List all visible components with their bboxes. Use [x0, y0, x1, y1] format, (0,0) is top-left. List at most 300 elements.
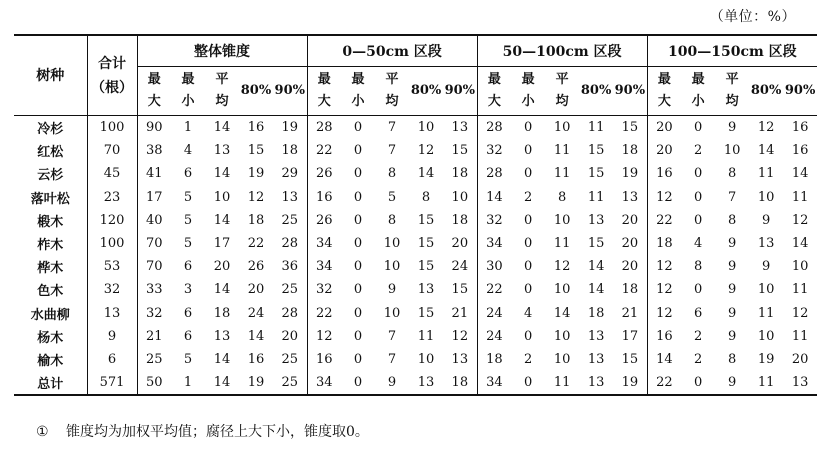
table-row [14, 255, 817, 278]
table-row [14, 116, 817, 140]
value-cell: 6 [183, 166, 193, 182]
species-name: 柞木 [37, 238, 64, 254]
total-count: 120 [87, 209, 137, 232]
value-cell: 7 [387, 120, 397, 136]
value-cell: 16 [307, 186, 341, 209]
stat-header-min-char: 最 [691, 72, 705, 87]
value-cell: 12 [791, 212, 809, 228]
value-cell: 12 [647, 186, 681, 209]
value-cell: 25 [281, 375, 299, 391]
value-cell: 7 [387, 351, 397, 367]
value-cell: 0 [353, 189, 363, 205]
value-cell: 19 [281, 120, 299, 136]
value-cell: 12 [247, 189, 265, 205]
value-cell: 21 [137, 325, 171, 348]
stat-header-min [511, 67, 545, 116]
value-cell: 5 [183, 351, 193, 367]
value-cell: 14 [213, 351, 231, 367]
value-cell: 12 [647, 302, 681, 325]
value-cell: 11 [791, 328, 809, 344]
value-cell: 0 [523, 282, 533, 298]
footnote-marker: ① [36, 424, 49, 440]
stat-header-avg-char: 均 [555, 94, 569, 109]
unit-note: （单位：%） [709, 9, 796, 25]
value-cell: 13 [213, 328, 231, 344]
value-cell: 12 [451, 328, 469, 344]
value-cell: 10 [383, 236, 401, 252]
stat-header-min-char: 小 [351, 94, 365, 109]
table-row [14, 348, 817, 371]
stat-header-avg [715, 67, 749, 116]
value-cell: 0 [523, 120, 533, 136]
value-cell: 19 [757, 351, 775, 367]
value-cell: 2 [693, 143, 703, 159]
value-cell: 0 [353, 282, 363, 298]
total-count: 32 [87, 278, 137, 301]
value-cell: 2 [693, 351, 703, 367]
value-cell: 20 [621, 212, 639, 228]
species-name: 水曲柳 [30, 307, 70, 323]
table-row [14, 371, 817, 395]
stat-header-max [137, 67, 171, 116]
stat-header-avg-char: 均 [215, 94, 229, 109]
species-name: 冷杉 [37, 122, 64, 138]
species-name: 云杉 [37, 168, 64, 184]
value-cell: 10 [553, 282, 571, 298]
value-cell: 10 [383, 305, 401, 321]
value-cell: 3 [183, 282, 193, 298]
value-cell: 18 [247, 212, 265, 228]
value-cell: 11 [757, 305, 775, 321]
value-cell: 33 [137, 278, 171, 301]
group-header-100-150: 100—150cm 区段 [647, 35, 817, 67]
value-cell: 11 [417, 328, 435, 344]
value-cell: 0 [353, 328, 363, 344]
value-cell: 28 [477, 116, 511, 140]
value-cell: 16 [247, 351, 265, 367]
value-cell: 21 [621, 305, 639, 321]
value-cell: 15 [417, 236, 435, 252]
value-cell: 6 [183, 305, 193, 321]
total-count: 6 [87, 348, 137, 371]
value-cell: 11 [553, 166, 571, 182]
total-count: 70 [87, 139, 137, 162]
value-cell: 7 [727, 189, 737, 205]
value-cell: 0 [353, 305, 363, 321]
stat-header-p90 [273, 67, 307, 116]
value-cell: 18 [213, 305, 231, 321]
header-row-groups [14, 35, 817, 67]
value-cell: 14 [553, 305, 571, 321]
species-name: 桦木 [37, 261, 64, 277]
stat-header-p90-char: 90% [614, 83, 646, 98]
table-row [14, 162, 817, 185]
value-cell: 14 [791, 236, 809, 252]
value-cell: 0 [353, 212, 363, 228]
value-cell: 0 [523, 259, 533, 275]
value-cell: 14 [247, 328, 265, 344]
value-cell: 10 [791, 259, 809, 275]
value-cell: 12 [757, 120, 775, 136]
total-header-line1: 合计 [98, 55, 126, 72]
value-cell: 0 [353, 120, 363, 136]
value-cell: 11 [791, 282, 809, 298]
value-cell: 11 [553, 143, 571, 159]
value-cell: 8 [421, 189, 431, 205]
stat-header-avg-char: 均 [385, 94, 399, 109]
stat-header-avg-char: 均 [725, 94, 739, 109]
value-cell: 22 [307, 139, 341, 162]
value-cell: 32 [137, 302, 171, 325]
value-cell: 20 [791, 351, 809, 367]
value-cell: 0 [693, 166, 703, 182]
value-cell: 8 [693, 259, 703, 275]
value-cell: 29 [281, 166, 299, 182]
table-row [14, 232, 817, 255]
species-name: 杨木 [37, 330, 64, 346]
value-cell: 0 [353, 236, 363, 252]
value-cell: 18 [621, 282, 639, 298]
total-count: 45 [87, 162, 137, 185]
species-name: 落叶松 [30, 191, 70, 207]
value-cell: 24 [247, 305, 265, 321]
stat-header-min-char: 最 [181, 72, 195, 87]
value-cell: 8 [727, 351, 737, 367]
value-cell: 24 [451, 259, 469, 275]
group-header-50-100: 50—100cm 区段 [477, 35, 647, 67]
table-row [14, 325, 817, 348]
value-cell: 9 [727, 305, 737, 321]
value-cell: 34 [307, 232, 341, 255]
value-cell: 11 [553, 236, 571, 252]
value-cell: 10 [553, 212, 571, 228]
stat-header-min-char: 小 [691, 94, 705, 109]
value-cell: 12 [553, 259, 571, 275]
value-cell: 25 [281, 282, 299, 298]
table-row [14, 302, 817, 325]
stat-header-p80-char: 80% [750, 83, 782, 98]
value-cell: 25 [281, 351, 299, 367]
value-cell: 15 [417, 212, 435, 228]
group-header-overall: 整体锥度 [137, 35, 307, 67]
value-cell: 15 [417, 259, 435, 275]
species-name: 椴木 [37, 214, 64, 230]
stat-header-min-char: 小 [521, 94, 535, 109]
value-cell: 0 [693, 375, 703, 391]
value-cell: 4 [693, 236, 703, 252]
value-cell: 15 [587, 236, 605, 252]
stat-header-avg [205, 67, 239, 116]
value-cell: 2 [693, 328, 703, 344]
species-name: 榆木 [37, 353, 64, 369]
value-cell: 5 [183, 212, 193, 228]
value-cell: 21 [451, 305, 469, 321]
species-name: 色木 [37, 284, 64, 300]
value-cell: 70 [137, 232, 171, 255]
value-cell: 13 [621, 189, 639, 205]
species-name: 总计 [37, 377, 64, 393]
value-cell: 26 [307, 209, 341, 232]
species-name: 红松 [37, 145, 64, 161]
value-cell: 9 [727, 328, 737, 344]
value-cell: 10 [383, 259, 401, 275]
table-row [14, 139, 817, 162]
stat-header-avg-char: 平 [215, 72, 229, 87]
value-cell: 20 [621, 259, 639, 275]
value-cell: 24 [477, 325, 511, 348]
value-cell: 16 [307, 348, 341, 371]
value-cell: 13 [587, 375, 605, 391]
value-cell: 19 [621, 166, 639, 182]
value-cell: 15 [247, 143, 265, 159]
value-cell: 12 [647, 255, 681, 278]
stat-header-min-char: 最 [521, 72, 535, 87]
table-row [14, 186, 817, 209]
value-cell: 13 [451, 351, 469, 367]
stat-header-max [477, 67, 511, 116]
value-cell: 28 [477, 162, 511, 185]
value-cell: 6 [693, 305, 703, 321]
stat-header-p90-char: 90% [784, 83, 816, 98]
value-cell: 13 [757, 236, 775, 252]
value-cell: 38 [137, 139, 171, 162]
value-cell: 10 [451, 189, 469, 205]
value-cell: 13 [281, 189, 299, 205]
value-cell: 34 [477, 371, 511, 395]
value-cell: 2 [523, 351, 533, 367]
value-cell: 8 [387, 166, 397, 182]
value-cell: 13 [417, 375, 435, 391]
value-cell: 13 [791, 375, 809, 391]
value-cell: 13 [587, 212, 605, 228]
stat-header-p80 [409, 67, 443, 116]
value-cell: 28 [307, 116, 341, 140]
value-cell: 10 [553, 351, 571, 367]
total-count: 100 [87, 116, 137, 140]
value-cell: 8 [727, 166, 737, 182]
value-cell: 9 [727, 259, 737, 275]
value-cell: 28 [281, 305, 299, 321]
value-cell: 15 [621, 120, 639, 136]
value-cell: 18 [451, 166, 469, 182]
stat-header-avg-char: 平 [385, 72, 399, 87]
stat-header-max-char: 大 [317, 94, 331, 109]
stat-header-max-char: 大 [657, 94, 671, 109]
stat-header-min-char: 小 [181, 94, 195, 109]
total-count: 53 [87, 255, 137, 278]
value-cell: 19 [247, 166, 265, 182]
footnote-text: 锥度均为加权平均值；腐径上大下小，锥度取0。 [66, 424, 369, 440]
value-cell: 20 [647, 139, 681, 162]
value-cell: 6 [183, 259, 193, 275]
value-cell: 14 [213, 120, 231, 136]
value-cell: 1 [183, 375, 193, 391]
stat-header-max [307, 67, 341, 116]
value-cell: 32 [477, 139, 511, 162]
value-cell: 11 [587, 189, 605, 205]
value-cell: 15 [451, 143, 469, 159]
value-cell: 10 [417, 351, 435, 367]
value-cell: 22 [247, 236, 265, 252]
value-cell: 26 [247, 259, 265, 275]
stat-header-min [341, 67, 375, 116]
footnote [36, 421, 369, 441]
value-cell: 17 [137, 186, 171, 209]
value-cell: 18 [281, 143, 299, 159]
value-cell: 32 [477, 209, 511, 232]
stat-header-p80-char: 80% [580, 83, 612, 98]
value-cell: 17 [213, 236, 231, 252]
stat-header-p80 [239, 67, 273, 116]
value-cell: 15 [451, 282, 469, 298]
value-cell: 14 [757, 143, 775, 159]
table-row [14, 209, 817, 232]
value-cell: 0 [353, 375, 363, 391]
value-cell: 4 [523, 305, 533, 321]
value-cell: 34 [477, 232, 511, 255]
value-cell: 14 [587, 282, 605, 298]
stat-header-p80 [579, 67, 613, 116]
value-cell: 10 [213, 189, 231, 205]
value-cell: 0 [693, 212, 703, 228]
value-cell: 13 [587, 328, 605, 344]
value-cell: 18 [451, 375, 469, 391]
value-cell: 28 [281, 236, 299, 252]
value-cell: 9 [387, 375, 397, 391]
value-cell: 11 [757, 166, 775, 182]
taper-table [14, 34, 817, 396]
value-cell: 24 [477, 302, 511, 325]
value-cell: 1 [183, 120, 193, 136]
stat-header-min [171, 67, 205, 116]
value-cell: 5 [183, 189, 193, 205]
value-cell: 34 [307, 255, 341, 278]
value-cell: 16 [247, 120, 265, 136]
value-cell: 10 [757, 189, 775, 205]
value-cell: 16 [791, 143, 809, 159]
total-count: 23 [87, 186, 137, 209]
value-cell: 12 [647, 278, 681, 301]
stat-header-p80-char: 80% [410, 83, 442, 98]
value-cell: 22 [477, 278, 511, 301]
value-cell: 0 [693, 282, 703, 298]
value-cell: 10 [553, 328, 571, 344]
value-cell: 0 [523, 236, 533, 252]
value-cell: 9 [727, 236, 737, 252]
value-cell: 20 [213, 259, 231, 275]
value-cell: 8 [727, 212, 737, 228]
value-cell: 17 [621, 328, 639, 344]
value-cell: 15 [417, 305, 435, 321]
stat-header-max-char: 最 [317, 72, 331, 87]
value-cell: 13 [451, 120, 469, 136]
value-cell: 0 [693, 120, 703, 136]
value-cell: 30 [477, 255, 511, 278]
stat-header-avg [545, 67, 579, 116]
value-cell: 40 [137, 209, 171, 232]
value-cell: 0 [693, 189, 703, 205]
value-cell: 25 [137, 348, 171, 371]
value-cell: 41 [137, 162, 171, 185]
stat-header-p80-char: 80% [240, 83, 272, 98]
stat-header-max-char: 大 [147, 94, 161, 109]
value-cell: 9 [387, 282, 397, 298]
total-header [87, 35, 137, 116]
value-cell: 11 [553, 375, 571, 391]
value-cell: 10 [757, 282, 775, 298]
value-cell: 11 [791, 189, 809, 205]
value-cell: 14 [213, 166, 231, 182]
value-cell: 2 [523, 189, 533, 205]
total-count: 9 [87, 325, 137, 348]
group-header-0-50: 0—50cm 区段 [307, 35, 477, 67]
value-cell: 20 [647, 116, 681, 140]
value-cell: 0 [353, 351, 363, 367]
value-cell: 8 [387, 212, 397, 228]
value-cell: 15 [587, 143, 605, 159]
total-count: 571 [87, 371, 137, 395]
stat-header-avg [375, 67, 409, 116]
stat-header-p90 [613, 67, 647, 116]
stat-header-min-char: 最 [351, 72, 365, 87]
value-cell: 4 [183, 143, 193, 159]
value-cell: 18 [477, 348, 511, 371]
stat-header-max-char: 最 [147, 72, 161, 87]
total-count: 100 [87, 232, 137, 255]
value-cell: 10 [757, 328, 775, 344]
value-cell: 32 [307, 278, 341, 301]
value-cell: 6 [183, 328, 193, 344]
value-cell: 18 [647, 232, 681, 255]
value-cell: 10 [723, 143, 741, 159]
value-cell: 13 [213, 143, 231, 159]
value-cell: 10 [417, 120, 435, 136]
value-cell: 20 [281, 328, 299, 344]
value-cell: 9 [727, 375, 737, 391]
stat-header-avg-char: 平 [725, 72, 739, 87]
stat-header-p90 [443, 67, 477, 116]
value-cell: 15 [587, 166, 605, 182]
value-cell: 36 [281, 259, 299, 275]
value-cell: 0 [353, 166, 363, 182]
value-cell: 12 [417, 143, 435, 159]
value-cell: 9 [727, 120, 737, 136]
value-cell: 14 [587, 259, 605, 275]
value-cell: 14 [791, 166, 809, 182]
value-cell: 0 [353, 143, 363, 159]
stat-header-p80 [749, 67, 783, 116]
value-cell: 25 [281, 212, 299, 228]
value-cell: 15 [621, 351, 639, 367]
value-cell: 12 [791, 305, 809, 321]
stat-header-max-char: 最 [657, 72, 671, 87]
stat-header-max-char: 大 [487, 94, 501, 109]
value-cell: 19 [247, 375, 265, 391]
value-cell: 14 [647, 348, 681, 371]
value-cell: 16 [791, 120, 809, 136]
stat-header-max-char: 最 [487, 72, 501, 87]
value-cell: 0 [523, 143, 533, 159]
value-cell: 20 [621, 236, 639, 252]
value-cell: 5 [387, 189, 397, 205]
species-header: 树种 [36, 67, 65, 84]
stat-header-avg-char: 平 [555, 72, 569, 87]
value-cell: 19 [621, 375, 639, 391]
value-cell: 14 [417, 166, 435, 182]
value-cell: 7 [387, 143, 397, 159]
value-cell: 10 [553, 120, 571, 136]
value-cell: 22 [647, 209, 681, 232]
